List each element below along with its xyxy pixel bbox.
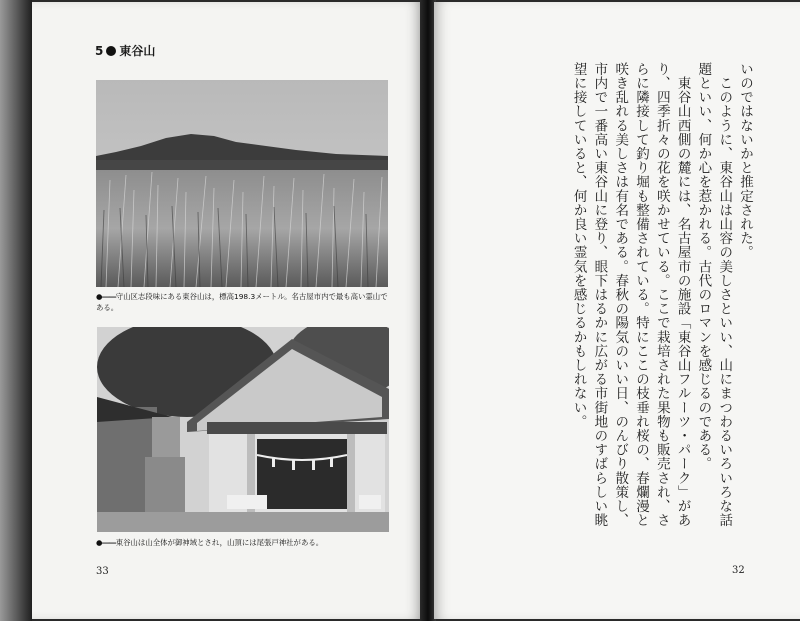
caption-marker: ●――: [96, 292, 116, 301]
paragraph: いのではないかと推定された。: [737, 62, 753, 260]
page-stack-edge: [0, 0, 32, 621]
chapter-number: 5: [95, 43, 104, 58]
page-number-left: 33: [96, 566, 109, 577]
caption-marker: ●――: [96, 538, 116, 547]
paragraph: 東谷山西側の麓には、名古屋市の施設「東谷山フルーツ・パーク」があり、四季折々の花を咲かせている。ここで栽培された果物も販売され、さらに隣接して釣り堀も整備されている。特にここの枝垂れ桜の、春爛漫と咲き乱れる美しさは有名である。春秋の陽気のいい日、のんびり散策し、市内で一番高い東谷山に登り、眼下はるかに広がる市街地のすばらしい眺望に接していると、何か良い霊気を感じるかもしれない。: [570, 62, 691, 528]
chapter-heading: [95, 42, 155, 59]
page-number-right: 32: [732, 565, 745, 576]
shrine-photo: [97, 327, 389, 532]
figure2-caption: [96, 537, 392, 548]
figure2-caption-text: 東谷山は山全体が御神域とされ，山頂には尾張戸神社がある。: [115, 538, 324, 547]
paragraph: このように、東谷山は山容の美しさといい、山にまつわるいろいろな話題といい、何か心を惹かれる。古代のロマンを感じるのである。: [695, 62, 733, 528]
figure1-caption-text: 守山区志段味にある東谷山は，標高198.3メートル。名古屋市内で最も高い霊山である。: [96, 292, 388, 312]
mountain-photo: [96, 80, 388, 287]
figure1-caption: [96, 291, 392, 313]
chapter-title: 東谷山: [119, 44, 156, 58]
bullet-icon: [106, 46, 116, 56]
body-text: [555, 62, 755, 532]
